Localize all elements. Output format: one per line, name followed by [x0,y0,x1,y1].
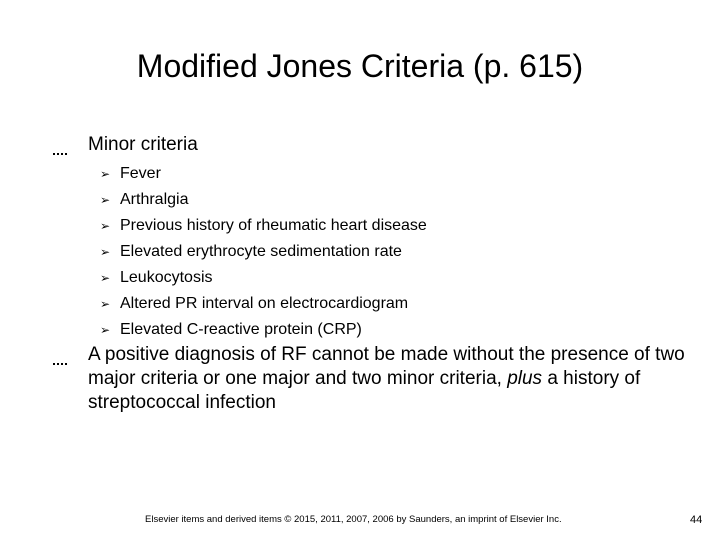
note-emphasis: plus [507,368,543,389]
dotted-dash-bullet-icon [53,153,67,159]
list-item [100,187,427,213]
diagnosis-note [88,343,688,415]
note-text-end: a history of streptococcal infection [88,368,641,413]
list-item [100,291,427,317]
criterion-text: Previous history of rheumatic heart disease [120,217,427,234]
criterion-text: Leukocytosis [120,269,213,286]
list-item [100,317,427,343]
note-text: A positive diagnosis of RF cannot be made without the presence of two major criteria or one major and two minor criteria, [88,344,685,389]
slide-title: Modified Jones Criteria (p. 615) [136,48,584,84]
arrowhead-bullet-icon: ➢ [100,323,111,337]
criterion-text: Elevated C-reactive protein (CRP) [120,321,362,338]
arrowhead-bullet-icon: ➢ [100,193,111,207]
list-item [100,239,427,265]
minor-criteria-list [100,161,427,343]
arrowhead-bullet-icon: ➢ [100,271,111,285]
arrowhead-bullet-icon: ➢ [100,245,111,259]
list-item [100,161,427,187]
copyright-footer: Elsevier items and derived items © 2015, 2011, 2007, 2006 by Saunders, an imprint of Elsevier Inc. [145,514,562,525]
criterion-text: Elevated erythrocyte sedimentation rate [120,243,402,260]
list-item [100,213,427,239]
arrowhead-bullet-icon: ➢ [100,167,111,181]
criterion-text: Fever [120,165,161,182]
section-label-minor-criteria: Minor criteria [88,134,198,155]
arrowhead-bullet-icon: ➢ [100,297,111,311]
page-number: 44 [690,514,703,526]
arrowhead-bullet-icon: ➢ [100,219,111,233]
criterion-text: Altered PR interval on electrocardiogram [120,295,409,312]
criterion-text: Arthralgia [120,191,189,208]
dotted-dash-bullet-icon [53,363,67,369]
list-item [100,265,427,291]
